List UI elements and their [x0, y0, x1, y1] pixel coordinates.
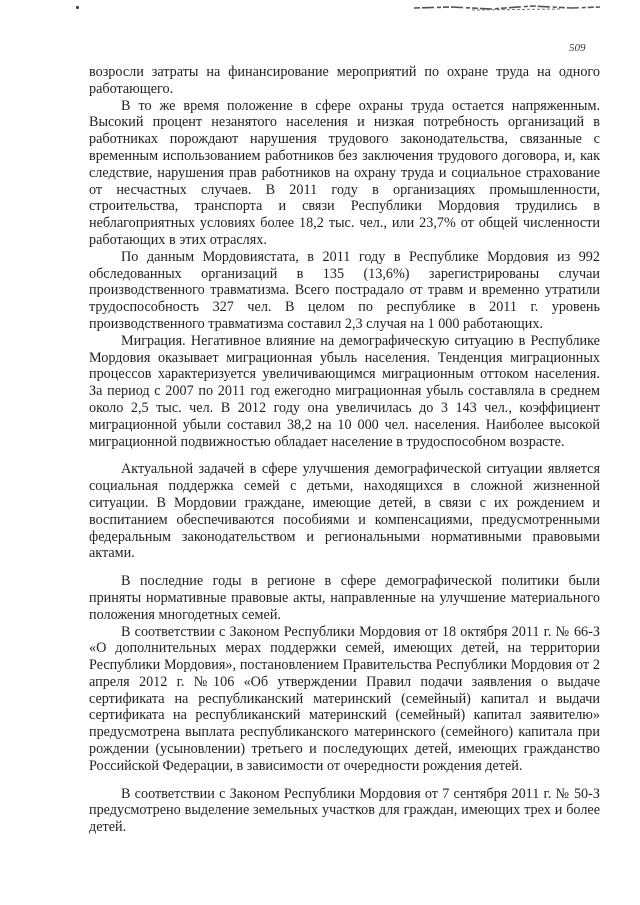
scan-mark [412, 0, 602, 10]
scan-streak-icon [412, 3, 602, 13]
paragraph-demographic-policy: В последние годы в регионе в сфере демографической политики были приняты нормативные правовые акты, направленные на улучшение материального положения многодетных семей. [89, 573, 600, 623]
paragraph-land-plots: В соответствии с Законом Республики Мордовия от 7 сентября 2011 г. № 50-З предусмотрено выделение земельных участков для граждан, имеющих трех и более детей. [89, 785, 600, 836]
paragraph-migration: Миграция. Негативное влияние на демографическую ситуацию в Республике Мордовия оказывает миграционная убыль населения. Тенденция миграционных процессов характеризуется увеличивающимся миграционным оттоком населения. За период с 2007 по 2011 год ежегодно миграционная убыль составляла в среднем около 2,5 тыс. чел. В 2012 году она увеличилась до 3 143 чел., коэффициент миграционной убыли составил 38,2 на 10 000 чел. населения. Наиболее высокой миграционной подвижностью обладает население в трудоспособном возрасте. [89, 332, 600, 450]
document-body [89, 64, 600, 836]
paragraph-continuation: возросли затраты на финансирование мероприятий по охране труда на одного работающего. [89, 64, 600, 97]
paragraph-maternity-capital: В соответствии с Законом Республики Мордовия от 18 октября 2011 г. № 66-З «О дополнительных мерах поддержки семей, имеющих детей, на территории Республики Мордовия», постановлением Правительства Республики Мордовия от 2 апреля 2012 г. №106 «Об утверждении Правил подачи заявления о выдаче сертификата на республиканский материнский (семейный) капитал и выдачи сертификата на республиканский материнский (семейный) капитал заявителю» предусмотрена выплата республиканского материнского (семейного) капитала при рождении (усыновлении) третьего и последующих детей, имеющих гражданство Российской Федерации, в зависимости от очередности рождения детей. [89, 623, 600, 774]
paragraph-injury-statistics: По данным Мордовиястата, в 2011 году в Республике Мордовия из 992 обследованных организаций в 135 (13,6%) зарегистрированы случаи производственного травматизма. Всего пострадало от травм и временно утратили трудоспособность 327 чел. В целом по республике в 2011 г. уровень производственного травматизма составил 2,3 случая на 1 000 работающих. [89, 248, 600, 332]
paragraph-labor-safety: В то же время положение в сфере охраны труда остается напряженным. Высокий процент незанятого населения и низкая потребность организаций в работниках порождают нарушения трудового законодательства, связанные с временным использованием работников без заключения трудового договора, и, как следствие, нарушения прав работников на охрану труда и социальное страхование от несчастных случаев. В 2011 году в организациях промышленности, строительства, транспорта и связи Республики Мордовия трудились в неблагоприятных условиях более 18,2 тыс. чел., или 23,7% от общей численности работающих в этих отраслях. [89, 97, 600, 248]
paragraph-family-support: Актуальной задачей в сфере улучшения демографической ситуации является социальная поддержка семей с детьми, находящихся в сложной жизненной ситуации. В Мордовии граждане, имеющие детей, в связи с их рождением и воспитанием обеспечиваются пособиями и компенсациями, предусмотренными федеральным законодательством и региональными нормативными правовыми актами. [89, 461, 600, 562]
page-number: 509 [569, 42, 586, 54]
scan-speck [76, 6, 79, 9]
